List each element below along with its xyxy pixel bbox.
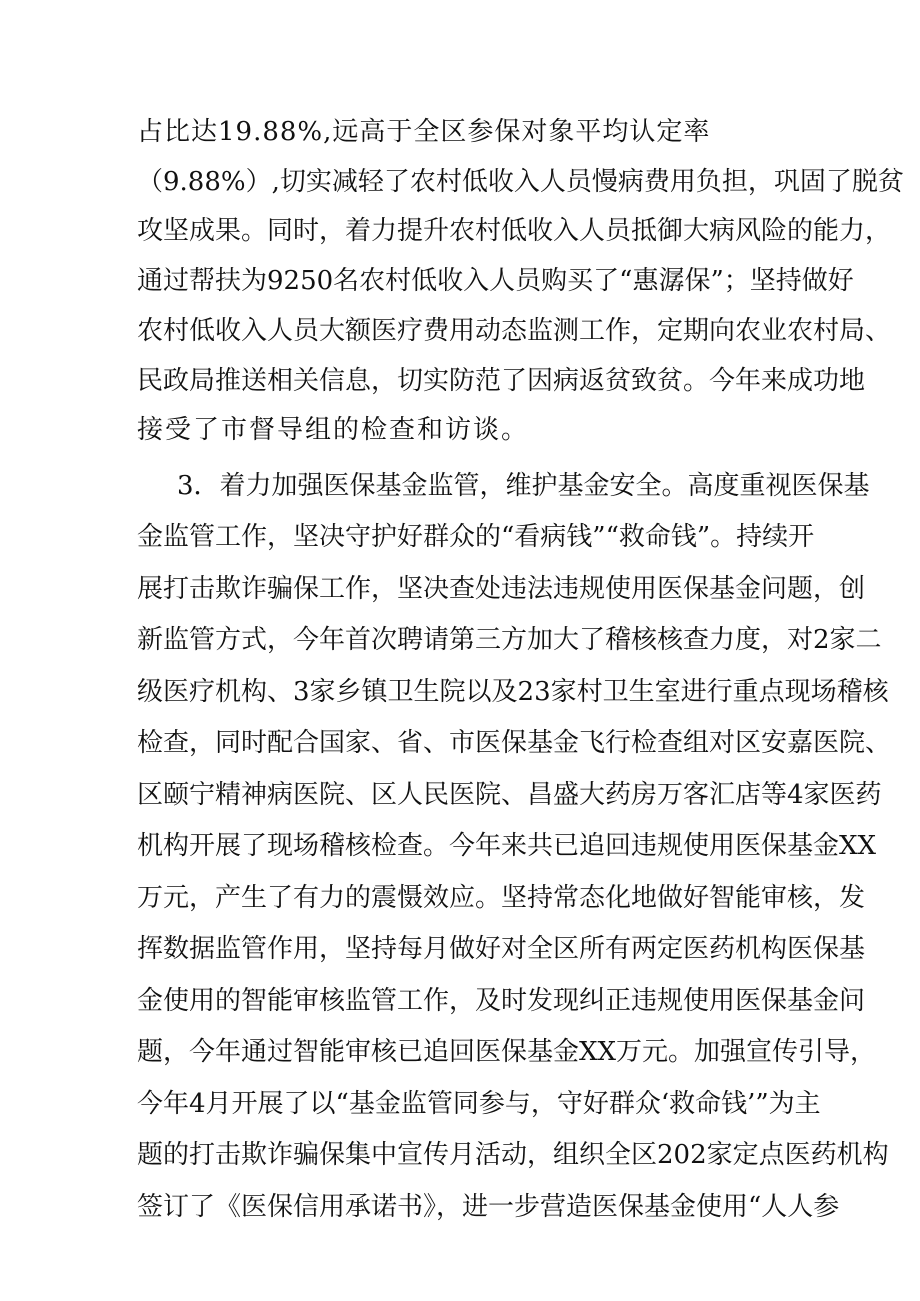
text-line: 区颐宁精神病医院、区人民医院、昌盛大药房万客汇店等4家医药 [137,780,882,810]
text-line: 题，今年通过智能审核已追回医保基金XX万元。加强宣传引导， [137,1037,877,1067]
text-line: 万元，产生了有力的震慑效应。坚持常态化地做好智能审核，发 [137,883,866,913]
text-line: 攻坚成果。同时，着力提升农村低收入人员抵御大病风险的能力， [137,216,892,246]
text-line: 通过帮扶为9250名农村低收入人员购买了“惠潺保”；坚持做好 [137,266,854,296]
text-line: 占比达19.88%,远高于全区参保对象平均认定率 [137,117,711,147]
text-line: 今年4月开展了以“基金监管同参与，守好群众‘救命钱’”为主 [137,1089,821,1119]
text-line: 签订了《医保信用承诺书》，进一步营造医保基金使用“人人参 [137,1192,840,1222]
text-line: 新监管方式，今年首次聘请第三方加大了稽核核查力度，对2家二 [137,625,882,655]
text-line: （9.88%）,切实减轻了农村低收入人员慢病费用负担，巩固了脱贫 [137,167,904,197]
text-line: 农村低收入人员大额医疗费用动态监测工作，定期向农业农村局、 [137,316,892,346]
text-line: 接受了市督导组的检查和访谈。 [137,415,530,445]
text-line: 金监管工作，坚决守护好群众的“看病钱”“救命钱”。持续开 [137,522,815,552]
text-line: 展打击欺诈骗保工作，坚决查处违法违规使用医保基金问题，创 [137,574,866,604]
text-line: 挥数据监管作用，坚持每月做好对全区所有两定医药机构医保基 [137,934,866,964]
text-line: 检查，同时配合国家、省、市医保基金飞行检查组对区安嘉医院、 [137,728,892,758]
text-line: 题的打击欺诈骗保集中宣传月活动，组织全区202家定点医药机构 [137,1140,889,1170]
text-line: 民政局推送相关信息，切实防范了因病返贫致贫。今年来成功地 [137,366,866,396]
paragraph-heading-line: 3．着力加强医保基金监管，维护基金安全。高度重视医保基 [177,471,870,501]
text-line: 级医疗机构、3家乡镇卫生院以及23家村卫生室进行重点现场稽核 [137,677,889,707]
text-line: 金使用的智能审核监管工作，及时发现纠正违规使用医保基金问 [137,986,866,1016]
text-line: 机构开展了现场稽核检查。今年来共已追回违规使用医保基金XX [137,831,877,861]
